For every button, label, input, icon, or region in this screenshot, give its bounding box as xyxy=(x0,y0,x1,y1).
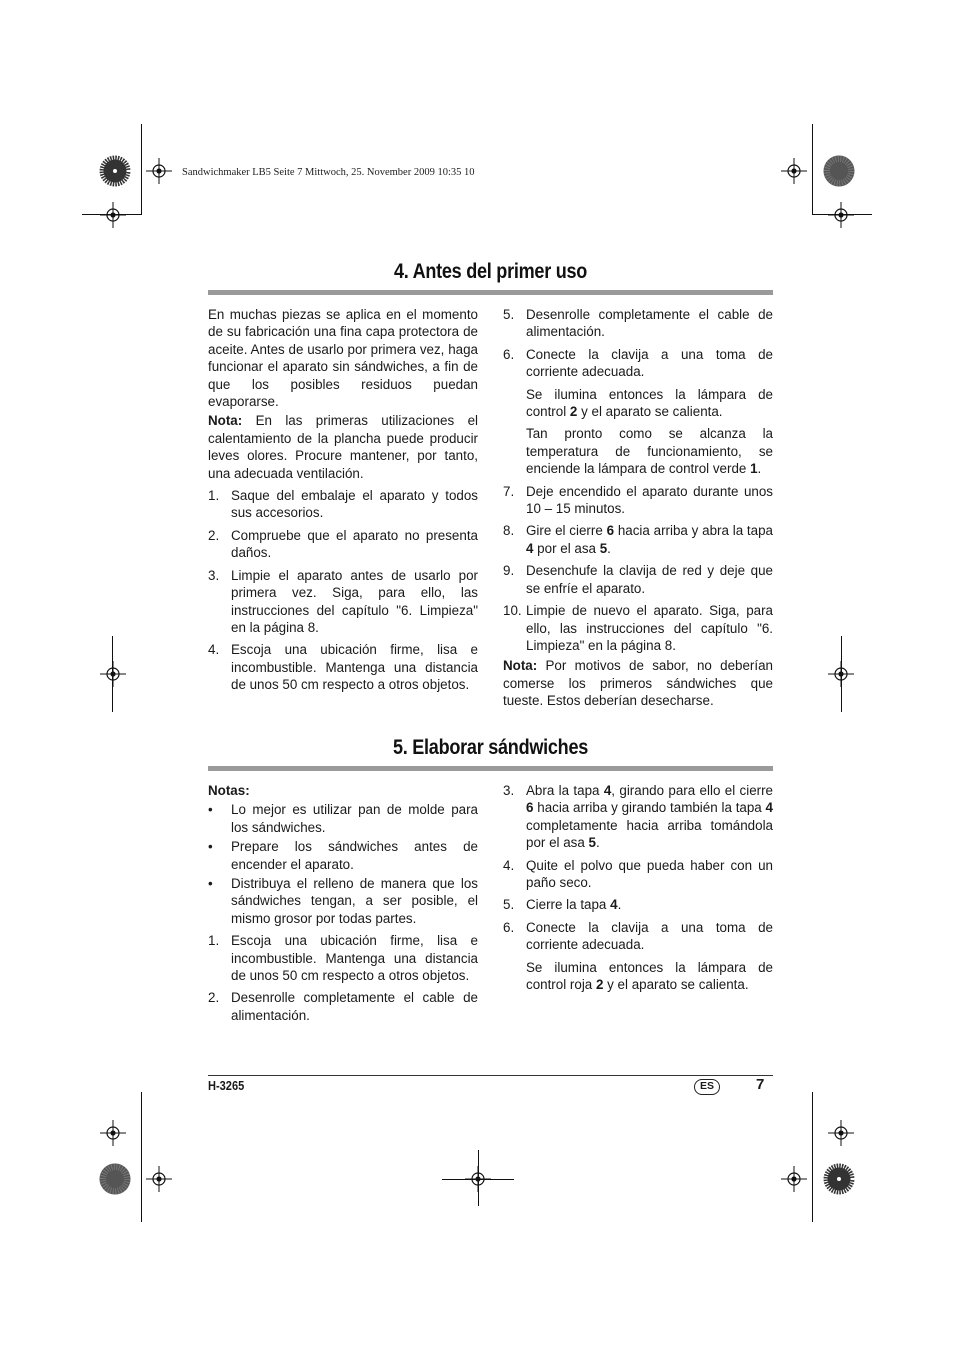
crop-mark xyxy=(812,124,813,214)
starburst-target-icon xyxy=(99,155,131,187)
crop-mark xyxy=(141,124,142,214)
print-slug: Sandwichmaker LB5 Seite 7 Mittwoch, 25. November 2009 10:35 10 xyxy=(182,167,475,178)
crop-mark xyxy=(812,1092,813,1222)
section4-left-column xyxy=(208,306,478,694)
gray-target-icon xyxy=(823,155,855,187)
list-item: 2. Desenrolle completamente el cable de alimentación. xyxy=(208,990,478,1023)
list-item: 8. Gire el cierre 6 hacia arriba y abra la tapa 4 por el asa 5. xyxy=(503,523,773,556)
section-title: 4. Antes del primer uso xyxy=(393,260,588,283)
note-paragraph: Nota: Por motivos de sabor, no deberían comerse los primeros sándwiches que tueste. Estos deberían desecharse. xyxy=(503,658,773,709)
list-subparagraph: Se ilumina entonces la lámpara de control roja 2 y el aparato se calienta. xyxy=(526,959,773,993)
crop-mark xyxy=(442,1179,514,1180)
registration-mark-icon xyxy=(781,158,807,184)
list-item: 2. Compruebe que el aparato no presenta daños. xyxy=(208,527,478,561)
list-item: 6. Conecte la clavija a una toma de corriente adecuada. xyxy=(503,919,773,953)
registration-mark-icon xyxy=(146,1166,172,1192)
section4-right-column xyxy=(503,306,773,710)
registration-mark-icon xyxy=(146,158,172,184)
list-subparagraph: Tan pronto como se alcanza la temperatura de funcionamiento, se enciende la lámpara de control verde 1. xyxy=(526,426,773,477)
bullet-item: • Prepare los sándwiches antes de encender el aparato. xyxy=(208,839,478,872)
list-item: 1. Saque del embalaje el aparato y todos sus accesorios. xyxy=(208,488,478,521)
page-number: 7 xyxy=(756,1076,765,1093)
section-rule xyxy=(208,766,773,771)
language-badge: ES xyxy=(694,1079,720,1095)
list-item: 9. Desenchufe la clavija de red y deje que se enfríe el aparato. xyxy=(503,563,773,596)
registration-mark-icon xyxy=(781,1166,807,1192)
section-rule xyxy=(208,290,773,295)
starburst-target-icon xyxy=(823,1163,855,1195)
section5-right-column xyxy=(503,782,773,993)
list-item: 10. Limpie de nuevo el aparato. Siga, para ello, las instrucciones del capítulo "6. Limpieza" en la página 8. xyxy=(503,603,773,653)
section5-left-column xyxy=(208,782,478,1024)
list-item: 3. Limpie el aparato antes de usarlo por primera vez. Siga, para ello, las instrucciones del capítulo "6. Limpieza" en la página 8. xyxy=(208,567,478,635)
registration-mark-icon xyxy=(100,202,126,228)
registration-mark-icon xyxy=(828,202,854,228)
model-number: H-3265 xyxy=(208,1078,245,1093)
crop-mark xyxy=(478,1150,479,1206)
registration-mark-icon xyxy=(100,1120,126,1146)
section-title: 5. Elaborar sándwiches xyxy=(392,736,589,759)
list-item: 4. Escoja una ubicación firme, lisa e incombustible. Mantenga una distancia de unos 50 cm respecto a otros objetos. xyxy=(208,642,478,693)
bullet-item: • Distribuya el relleno de manera que los sándwiches tengan, a ser posible, el mismo grosor por todas partes. xyxy=(208,876,478,926)
gray-target-icon xyxy=(99,1163,131,1195)
list-item: 4. Quite el polvo que pueda haber con un paño seco. xyxy=(503,857,773,891)
list-item: 6. Conecte la clavija a una toma de corriente adecuada. xyxy=(503,346,773,380)
list-item: 3. Abra la tapa 4, girando para ello el cierre 6 hacia arriba y girando también la tapa 4 completamente hacia arriba tomándola por el asa 5. xyxy=(503,783,774,851)
footer-rule xyxy=(208,1075,773,1076)
note-paragraph: Nota: En las primeras utilizaciones el calentamiento de la plancha puede producir leves olores. Procure mantener, por tanto, una adecuada ventilación. xyxy=(208,413,478,481)
crop-mark xyxy=(141,1092,142,1222)
list-subparagraph: Se ilumina entonces la lámpara de control 2 y el aparato se calienta. xyxy=(526,386,773,420)
bullet-item: • Lo mejor es utilizar pan de molde para los sándwiches. xyxy=(208,802,478,835)
list-item: 7. Deje encendido el aparato durante unos 10 – 15 minutos. xyxy=(503,483,773,517)
intro-paragraph: En muchas piezas se aplica en el momento de su fabricación una fina capa protectora de aceite. Antes de usarlo por primera vez, haga funcionar el aparato sin sándwiches, a fin de que los posibles residuos puedan evaporarse. xyxy=(208,307,478,410)
registration-mark-icon xyxy=(100,661,126,687)
crop-mark xyxy=(82,214,142,215)
crop-mark xyxy=(812,214,872,215)
notes-heading: Notas: xyxy=(208,783,250,798)
crop-mark xyxy=(112,636,113,712)
crop-mark xyxy=(841,636,842,712)
list-item: 1. Escoja una ubicación firme, lisa e incombustible. Mantenga una distancia de unos 50 cm respecto a otros objetos. xyxy=(208,933,478,984)
list-item: 5. Desenrolle completamente el cable de alimentación. xyxy=(503,307,773,340)
list-item: 5. Cierre la tapa 4. xyxy=(503,897,622,913)
registration-mark-icon xyxy=(828,1120,854,1146)
